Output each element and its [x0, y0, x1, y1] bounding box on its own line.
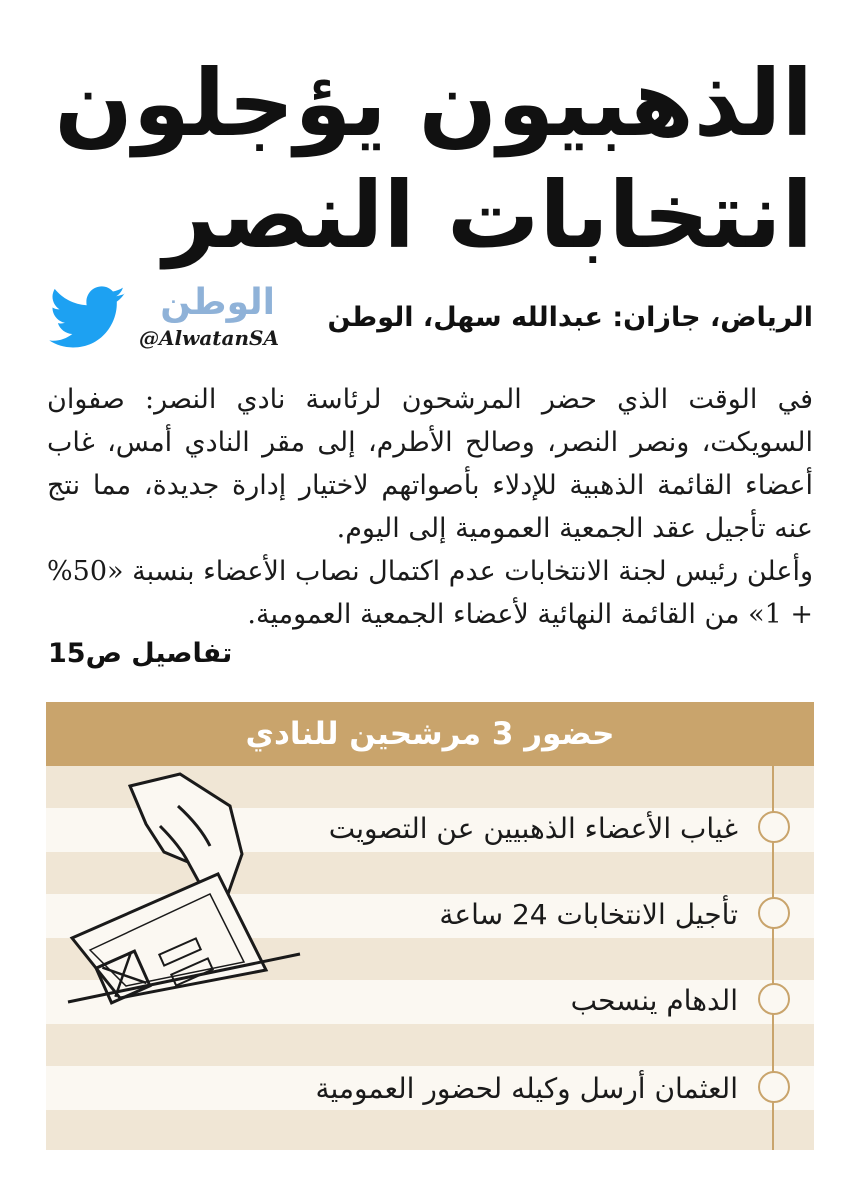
logo-wordmark: الوطن — [160, 282, 275, 323]
article-paragraph: في الوقت الذي حضر المرشحون لرئاسة نادي النصر: صفوان السويكت، ونصر النصر، وصالح الأطرم، إلى مقر النادي أمس، غاب أعضاء القائمة الذهبية للإدلاء بأصواتهم لاختيار إدارة جديدة، مما نتج عنه تأجيل عقد الجمعية العمومية إلى اليوم. — [47, 384, 813, 544]
twitter-handle: @AlwatanSA — [139, 326, 279, 350]
timeline-item-label: العثمان أرسل وكيله لحضور العمومية — [315, 1072, 738, 1105]
timeline-item — [274, 894, 814, 936]
article-body — [47, 378, 813, 636]
infobox-title: حضور 3 مرشحين للنادي — [245, 716, 615, 752]
headline-line-1: الذهبيون يؤجلون — [54, 50, 813, 157]
timeline-circle-icon — [758, 897, 790, 929]
stripe — [46, 1024, 814, 1066]
timeline-circle-icon — [758, 983, 790, 1015]
timeline-item-label: تأجيل الانتخابات 24 ساعة — [439, 898, 738, 931]
byline: الرياض، جازان: عبدالله سهل، الوطن — [327, 302, 813, 333]
headline — [43, 48, 813, 272]
timeline-item-label: غياب الأعضاء الذهبيين عن التصويت — [328, 812, 738, 845]
timeline-circle-icon — [758, 1071, 790, 1103]
article-paragraph: وأعلن رئيس لجنة الانتخابات عدم اكتمال نصاب الأعضاء بنسبة «50% + 1» من القائمة النهائية لأعضاء الجمعية العمومية. — [47, 556, 813, 630]
timeline-item — [274, 1068, 814, 1110]
alwatan-logo — [48, 282, 283, 360]
timeline-item — [274, 808, 814, 850]
timeline-item-label: الدهام ينسحب — [570, 984, 738, 1017]
infobox — [46, 702, 814, 1150]
timeline-circle-icon — [758, 811, 790, 843]
details-reference: تفاصيل ص15 — [48, 638, 233, 669]
timeline-item — [274, 980, 814, 1022]
stripe — [46, 1110, 814, 1150]
twitter-bird-icon — [48, 286, 128, 350]
infobox-header — [46, 702, 814, 766]
ballot-box-hand-icon — [60, 766, 350, 1006]
headline-line-2: انتخابات النصر — [163, 162, 813, 269]
